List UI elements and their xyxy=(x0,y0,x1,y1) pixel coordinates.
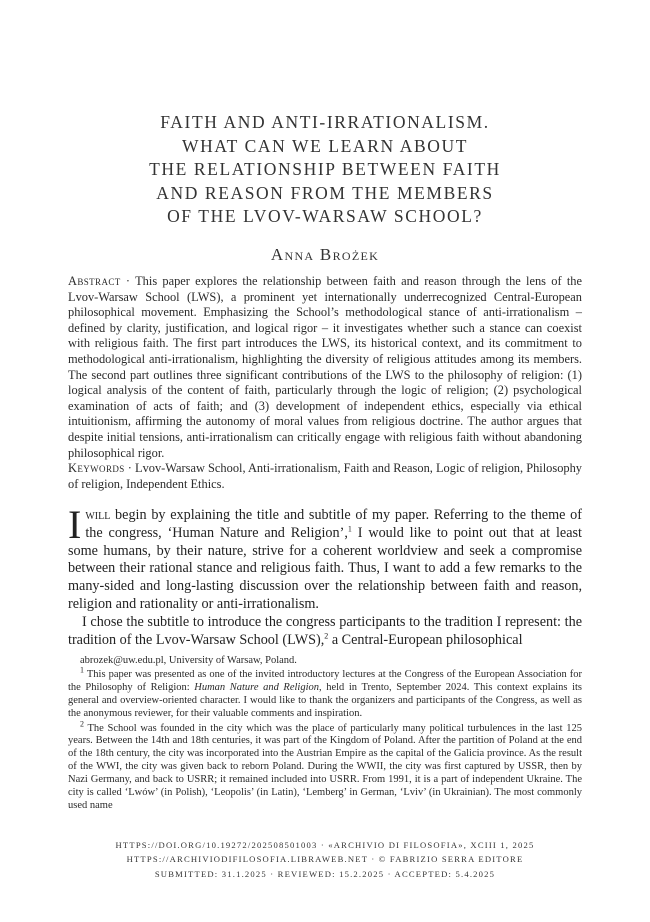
drop-cap: I xyxy=(68,502,82,547)
footnote-text: This paper was presented as one of the invited introductory lectures at the Congress of the European Association for the Philosophy of Religion: xyxy=(68,669,582,694)
keywords xyxy=(68,461,582,492)
paragraph-text: I would like to point out that at least some humans, by their nature, strive for a coherent worldview and seek a compromise between their rational stance and religious faith. Thus, I want to add a few remarks to the many-sided and long-lasting discussion over the relationship between faith and reason, religion and rationality or anti-irrationalism. xyxy=(68,524,582,612)
abstract-separator: · xyxy=(120,274,136,288)
footnote-text: , held in Trento, September 2024. This context explains its general and overview-oriented character. I would like to thank the organizers and participants of the Congress, as well as the anonymous reviewer, for their valuable comments and inspiration. xyxy=(68,682,582,720)
author-name: Anna Brożek xyxy=(270,245,380,264)
article-title xyxy=(100,111,550,229)
title-line: WHAT CAN WE LEARN ABOUT xyxy=(181,135,468,156)
paragraph-text: a Central-European philosophical xyxy=(328,631,523,648)
footnote-ref[interactable]: 1 xyxy=(347,524,352,534)
footnote-italic-title: Human Nature and Religion xyxy=(194,682,320,694)
abstract-label: Abstract xyxy=(68,274,121,288)
footnotes xyxy=(68,655,582,814)
title-line: THE RELATIONSHIP BETWEEN FAITH xyxy=(149,159,501,179)
doi-line[interactable]: HTTPS://DOI.ORG/10.19272/202508501003 · «ARCHIVIO DI FILOSOFIA», XCIII 1, 2025 xyxy=(115,840,535,850)
paragraph-text: begin by explaining the title and subtitle of my paper. Referring to the theme of the congress, ‘Human Nature and Religion’, xyxy=(85,507,582,541)
body-paragraph xyxy=(68,614,582,650)
title-line: FAITH AND ANTI-IRRATIONALISM. xyxy=(160,112,490,132)
publisher-line[interactable]: HTTPS://ARCHIVIODIFILOSOFIA.LIBRAWEB.NET · © FABRIZIO SERRA EDITORE xyxy=(126,854,524,864)
footnote-ref[interactable]: 2 xyxy=(324,630,329,640)
keywords-label: Keywords xyxy=(68,461,125,475)
title-line: OF THE LVOV-WARSAW SCHOOL? xyxy=(167,206,483,226)
footnote-2 xyxy=(68,719,582,813)
dates-line: SUBMITTED: 31.1.2025 · REVIEWED: 15.2.2025 · ACCEPTED: 5.4.2025 xyxy=(154,869,496,879)
lead-word: will xyxy=(85,507,111,523)
body-paragraph xyxy=(68,502,582,614)
footnote-text: The School was founded in the city which was the place of particularly many political turbulences in the last 125 years. Between the 14th and 18th centuries, it was part of the Kingdom of Poland. After the partition of Poland at the end of the 18th century, the city was incorporated into the Austrian Empire as the capital of the Galicia province. As the result of the WWI, the city was given back to reborn Poland. During the WWII, the city was first captured by USSR, then by Nazi Germany, and back to USRR; it remained included into USRR. From 1991, it is a part of independent Ukraine. The city is called ‘Lwów’ (in Polish), ‘Leopolis’ (in Latin), ‘Lemberg’ in German, ‘Lviv’ (in Ukrainian). The most commonly used name xyxy=(68,722,582,811)
abstract-text: This paper explores the relationship between faith and reason through the lens of the Lvov-Warsaw School (LWS), a prominent yet internationally underrecognized Central-European philosophical movement. Emphasizing the School’s methodological stance of anti-irrationalism – defined by clarity, justification, and logical rigor – it investigates whether such a stance can coexist with religious faith. The first part introduces the LWS, its historical context, and its commitment to methodological anti-irrationalism, highlighting the diversity of religious attitudes among its members. The second part outlines three significant contributions of the LWS to the philosophy of religion: (1) logical analysis of the content of faith, particularly through the logic of religion; (2) psychological examination of acts of faith; and (3) development of independent ethics, especially via ethical intuitionism, affirming the autonomy of moral values from religious doctrine. The author argues that despite initial tensions, anti-irrationalism can critically engage with religious faith without abandoning philosophical rigor. xyxy=(68,274,582,460)
abstract xyxy=(68,274,582,461)
keywords-text: Lvov-Warsaw School, Anti-irrationalism, Faith and Reason, Logic of religion, Philosophy of religion, Independent Ethics. xyxy=(68,461,582,491)
keywords-separator: · xyxy=(124,461,136,475)
footnote-1 xyxy=(68,665,582,721)
footnote-number: 1 xyxy=(80,665,84,675)
title-line: AND REASON FROM THE MEMBERS xyxy=(156,182,494,203)
body-text xyxy=(68,502,582,649)
footnote-number: 2 xyxy=(80,719,84,729)
paragraph-text: I chose the subtitle to introduce the congress participants to the tradition I represent: the tradition of the Lvov-Warsaw School (LWS), xyxy=(68,613,582,648)
author-affiliation: abrozek@uw.edu.pl, University of Warsaw, Poland. xyxy=(80,655,297,666)
